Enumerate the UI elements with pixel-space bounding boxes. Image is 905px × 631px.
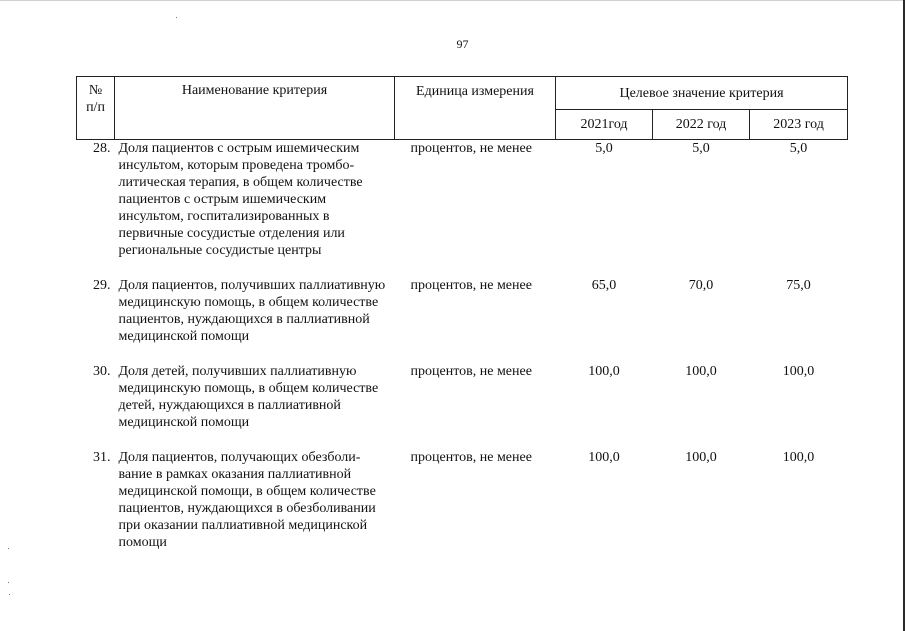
row-number: 31. [93,450,111,465]
row-value-2021: 100,0 [588,364,620,379]
row-unit: процентов, не менее [410,364,532,379]
table-header [77,77,848,140]
row-value-2021: 65,0 [591,278,617,293]
page-number: 97 [456,37,469,51]
row-spacer [77,431,848,449]
row-criterion-name: Доля пациентов с острым ишемическим инсультом, которым проведена тромбо-литическая терапия, в общем количестве пациентов с острым ишемическим инсультом, госпитализированных в первичные сосудистые отделения или региональные сосудистые центры [118,141,363,258]
row-value-2022: 100,0 [685,364,717,379]
row-value-2021: 100,0 [588,450,620,465]
scan-speck [8,582,9,583]
row-unit: процентов, не менее [410,278,532,293]
header-unit: Единица измерения [395,77,556,140]
scan-speck [176,17,177,18]
scan-speck [8,548,9,549]
row-unit: процентов, не менее [410,450,532,465]
header-number-abbr: п/п [86,100,105,115]
row-value-2022: 5,0 [692,141,710,156]
row-value-2023: 5,0 [789,141,808,156]
row-spacer [77,345,848,363]
table-row [77,363,848,431]
row-criterion-name: Доля пациентов, получающих обезболи-вание в рамках оказания паллиативной медицинской помощи, в общем количестве пациентов, нуждающихся в обезболивании при оказании паллиативной медицинской помощи [118,450,376,550]
scan-speck [9,594,10,595]
row-criterion-name: Доля детей, получивших паллиативную медицинскую помощь, в общем количестве детей, нуждающихся в паллиативной медицинской помощи [118,364,379,430]
header-year-2023: 2023 год [750,110,848,140]
table-row [77,449,848,551]
header-year-2021: 2021год [556,110,653,140]
scan-frame-top [0,0,903,1]
row-criterion-name: Доля пациентов, получивших паллиативную медицинскую помощь, в общем количестве пациентов, нуждающихся в паллиативной медицинской помощи [118,278,386,344]
row-number: 29. [93,278,111,293]
row-value-2023: 75,0 [786,278,811,293]
row-value-2023: 100,0 [782,364,815,379]
row-spacer [77,259,848,277]
row-value-2022: 70,0 [688,278,714,293]
row-number: 30. [93,364,111,379]
row-number: 28. [93,141,111,156]
header-number [77,77,115,140]
header-number-symbol: № [88,83,103,98]
header-year-2022: 2022 год [653,110,750,140]
table-row [77,277,848,345]
table-body [77,140,848,552]
table-row [77,140,848,260]
criteria-table [76,76,848,551]
header-target-value: Целевое значение критерия [556,77,848,110]
row-value-2023: 100,0 [782,450,815,465]
header-criterion-name: Наименование критерия [115,77,395,140]
row-value-2022: 100,0 [685,450,717,465]
row-value-2021: 5,0 [595,141,613,156]
row-unit: процентов, не менее [410,141,532,156]
